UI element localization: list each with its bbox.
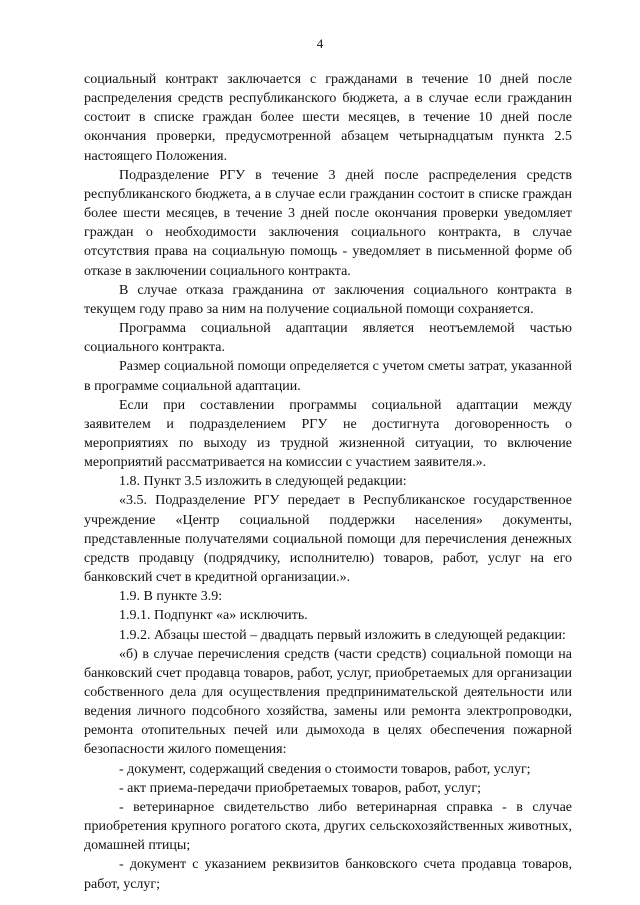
document-body bbox=[84, 70, 572, 894]
paragraph: 1.9. В пункте 3.9: bbox=[119, 589, 223, 605]
list-item: - акт приема-передачи приобретаемых товаров, работ, услуг; bbox=[119, 780, 482, 796]
list-item: - документ с указанием реквизитов банковского счета продавца товаров, работ, услуг; bbox=[84, 857, 572, 892]
paragraph: «б) в случае перечисления средств (части средств) социальной помощи на банковский счет продавца товаров, работ, услуг, приобретаемых для организации собственного дела для осуществления предпринимательской деятельности или ведения личного подсобного хозяйства, замены или ремонта электропроводки, ремонта отопительных печей или дымохода в целях обеспечения пожарной безопасности жилого помещения: bbox=[84, 646, 572, 758]
paragraph: Размер социальной помощи определяется с учетом сметы затрат, указанной в программе социальной адаптации. bbox=[84, 359, 572, 394]
paragraph: Если при составлении программы социальной адаптации между заявителем и подразделением РГУ не достигнута договоренность о мероприятиях по выходу из трудной жизненной ситуации, то включение мероприятий рассматривается на комиссии с участием заявителя.». bbox=[84, 397, 572, 471]
paragraph: Программа социальной адаптации является неотъемлемой частью социального контракта. bbox=[84, 321, 572, 356]
page-number: 4 bbox=[316, 36, 324, 51]
list-item: - ветеринарное свидетельство либо ветеринарная справка - в случае приобретения крупного рогатого скота, других сельскохозяйственных животных, домашней птицы; bbox=[84, 799, 572, 854]
paragraph: социальный контракт заключается с гражданами в течение 10 дней после распределения средств республиканского бюджета, а в случае если гражданин состоит в списке граждан более шести месяцев, в течение 10 дней после окончания проверки, предусмотренной абзацем четырнадцатым пункта 2.5 настоящего Положения. bbox=[84, 72, 572, 164]
list-item: - документ, содержащий сведения о стоимости товаров, работ, услуг; bbox=[119, 761, 531, 777]
paragraph: 1.9.1. Подпункт «а» исключить. bbox=[119, 608, 308, 624]
paragraph: Подразделение РГУ в течение 3 дней после распределения средств республиканского бюджета, а в случае если гражданин состоит в списке граждан более шести месяцев, в течение 3 дней после окончания проверки уведомляет граждан о необходимости заключения социального контракта, в случае отсутствия права на социальную помощь - уведомляет в письменной форме об отказе в заключении социального контракта. bbox=[84, 167, 572, 279]
paragraph: В случае отказа гражданина от заключения социального контракта в текущем году право за ним на получение социальной помощи сохраняется. bbox=[84, 282, 572, 317]
paragraph: 1.9.2. Абзацы шестой – двадцать первый изложить в следующей редакции: bbox=[119, 627, 566, 643]
paragraph: «3.5. Подразделение РГУ передает в Республиканское государственное учреждение «Центр социальной поддержки населения» документы, представленные получателями социальной помощи для перечисления денежных средств продавцу (подрядчику, исполнителю) товаров, работ, услуг на его банковский счет в кредитной организации.». bbox=[84, 493, 572, 586]
paragraph: 1.8. Пункт 3.5 изложить в следующей редакции: bbox=[119, 474, 407, 490]
